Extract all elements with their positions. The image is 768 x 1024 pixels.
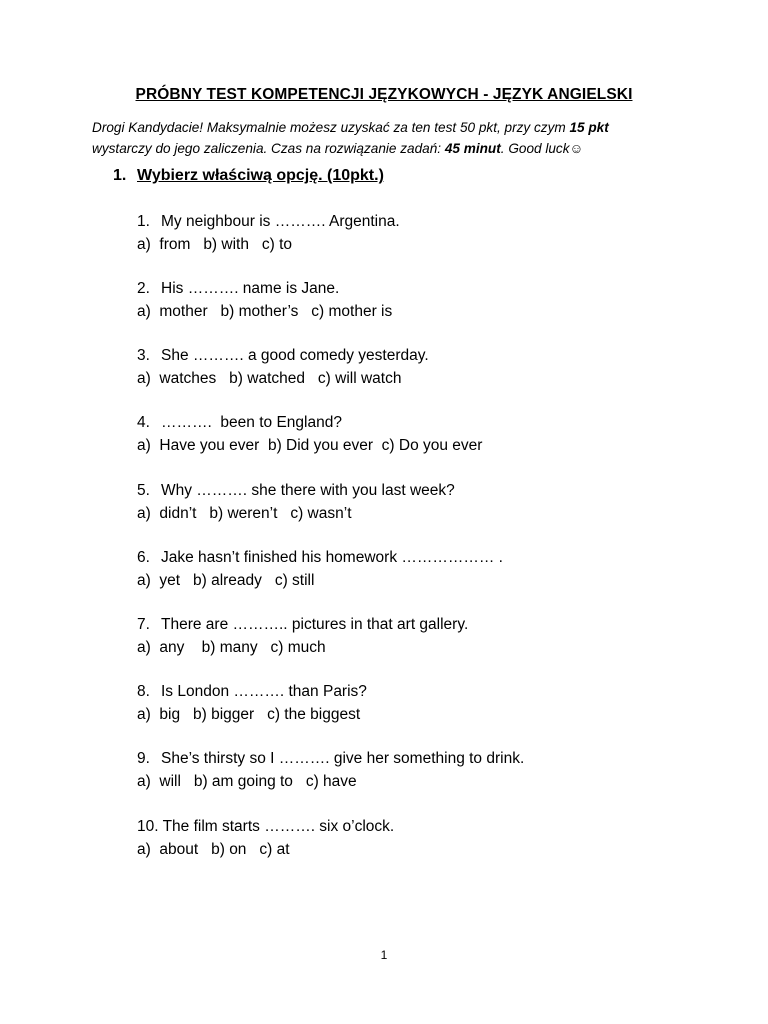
question-number: 3.	[137, 347, 150, 364]
question-text: ………. been to England?	[161, 414, 342, 431]
question-9	[137, 748, 524, 793]
question-number: 9.	[137, 750, 150, 767]
question-number: 10.	[137, 818, 159, 835]
question-number: 8.	[137, 683, 150, 700]
intro-paragraph	[92, 117, 692, 159]
question-text: She ………. a good comedy yesterday.	[161, 347, 429, 364]
question-number: 6.	[137, 549, 150, 566]
question-options: a) yet b) already c) still	[137, 571, 315, 589]
question-text: My neighbour is ………. Argentina.	[161, 213, 400, 230]
question-options: a) from b) with c) to	[137, 235, 293, 253]
intro-text-3: . Good luck	[500, 141, 570, 156]
question-number: 2.	[137, 280, 150, 297]
question-text: His ………. name is Jane.	[161, 280, 340, 297]
question-7	[137, 614, 468, 659]
question-text: Jake hasn’t finished his homework ……………… .	[161, 549, 503, 566]
question-options: a) about b) on c) at	[137, 840, 290, 858]
question-number: 5.	[137, 482, 150, 499]
question-number: 7.	[137, 616, 150, 633]
smiley-icon: ☺	[569, 141, 584, 156]
section-label: Wybierz właściwą opcję. (10pkt.)	[137, 167, 384, 184]
question-text: She’s thirsty so I ………. give her something to drink.	[161, 750, 525, 767]
question-10	[137, 816, 394, 861]
intro-time-limit: 45 minut	[444, 141, 501, 156]
question-text: The film starts ………. six o’clock.	[162, 818, 395, 835]
question-3	[137, 345, 429, 390]
question-2	[137, 278, 392, 323]
intro-text-1: Drogi Kandydacie! Maksymalnie możesz uzyskać za ten test 50 pkt, przy czym	[92, 120, 570, 135]
question-text: There are ……….. pictures in that art gallery.	[161, 616, 469, 633]
intro-points-required: 15 pkt	[569, 120, 609, 135]
question-options: a) any b) many c) much	[137, 638, 326, 656]
question-number: 1.	[137, 213, 150, 230]
question-options: a) watches b) watched c) will watch	[137, 369, 402, 387]
document-title: PRÓBNY TEST KOMPETENCJI JĘZYKOWYCH - JĘZYK ANGIELSKI	[135, 86, 633, 103]
question-1	[137, 211, 400, 256]
section-number: 1.	[113, 167, 127, 184]
question-4	[137, 412, 482, 457]
question-options: a) didn’t b) weren’t c) wasn’t	[137, 504, 352, 522]
question-number: 4.	[137, 414, 150, 431]
question-text: Why ………. she there with you last week?	[161, 482, 455, 499]
question-text: Is London ………. than Paris?	[161, 683, 367, 700]
question-5	[137, 480, 455, 525]
question-options: a) will b) am going to c) have	[137, 772, 357, 790]
question-options: a) big b) bigger c) the biggest	[137, 705, 361, 723]
intro-text-2: wystarczy do jego zaliczenia. Czas na rozwiązanie zadań:	[92, 141, 445, 156]
question-6	[137, 547, 503, 592]
question-options: a) mother b) mother’s c) mother is	[137, 302, 393, 320]
question-8	[137, 681, 367, 726]
page-number: 1	[380, 948, 388, 962]
question-options: a) Have you ever b) Did you ever c) Do you ever	[137, 436, 483, 454]
section-heading	[113, 167, 384, 185]
